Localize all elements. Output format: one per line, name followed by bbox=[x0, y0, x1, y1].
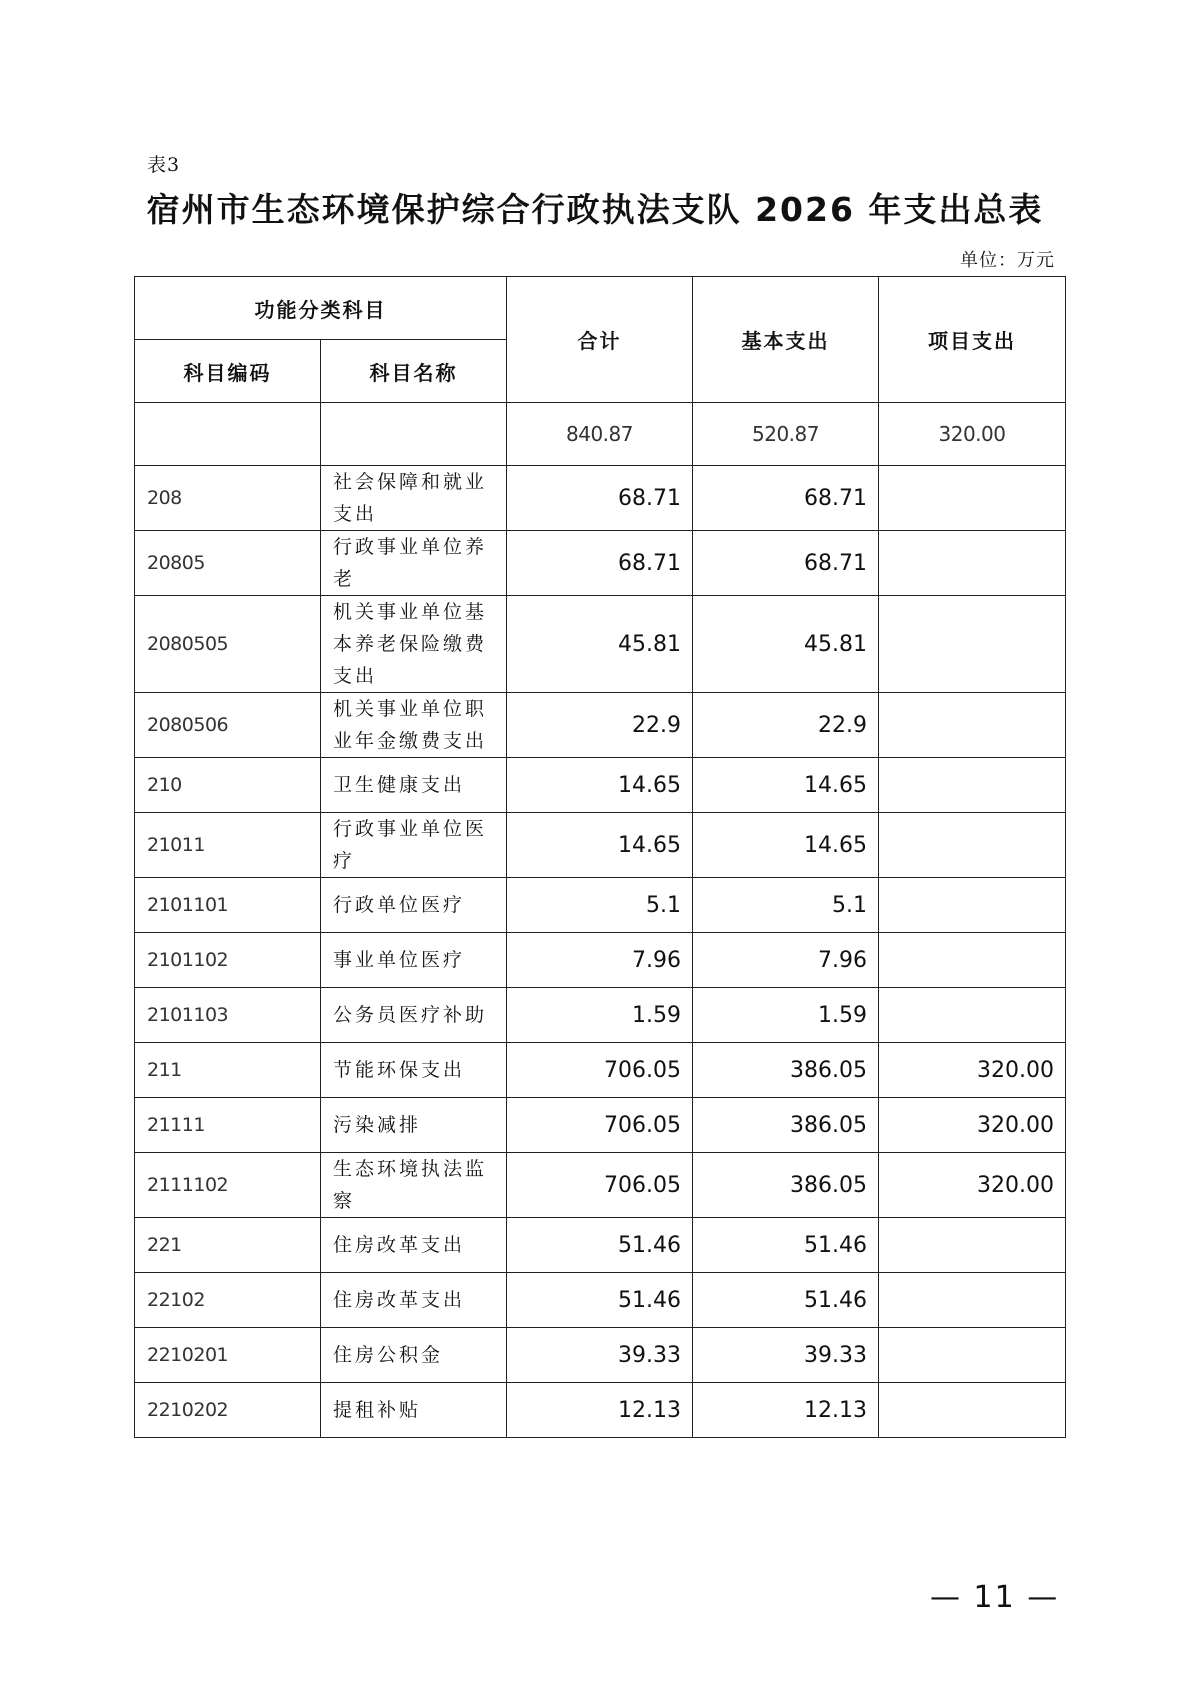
summary-row bbox=[135, 403, 1066, 466]
row-name: 住房改革支出 bbox=[321, 1273, 507, 1328]
row-basic: 386.05 bbox=[693, 1153, 879, 1218]
row-total: 51.46 bbox=[507, 1218, 693, 1273]
row-project bbox=[879, 878, 1066, 933]
page-number: — 11 — bbox=[930, 1580, 1060, 1615]
row-basic: 51.46 bbox=[693, 1273, 879, 1328]
row-total: 7.96 bbox=[507, 933, 693, 988]
row-project bbox=[879, 988, 1066, 1043]
row-code: 221 bbox=[135, 1218, 321, 1273]
row-name: 生态环境执法监察 bbox=[321, 1153, 507, 1218]
table-row bbox=[135, 933, 1066, 988]
row-code: 2080506 bbox=[135, 693, 321, 758]
row-name: 污染减排 bbox=[321, 1098, 507, 1153]
row-code: 208 bbox=[135, 466, 321, 531]
row-project bbox=[879, 1328, 1066, 1383]
row-project bbox=[879, 813, 1066, 878]
row-name: 机关事业单位职业年金缴费支出 bbox=[321, 693, 507, 758]
row-code: 2210202 bbox=[135, 1383, 321, 1438]
summary-name bbox=[321, 403, 507, 466]
row-name: 卫生健康支出 bbox=[321, 758, 507, 813]
row-total: 5.1 bbox=[507, 878, 693, 933]
row-code: 20805 bbox=[135, 531, 321, 596]
header-category: 功能分类科目 bbox=[135, 277, 507, 340]
row-total: 706.05 bbox=[507, 1043, 693, 1098]
row-total: 68.71 bbox=[507, 531, 693, 596]
table-row bbox=[135, 1043, 1066, 1098]
header-code: 科目编码 bbox=[135, 340, 321, 403]
header-basic: 基本支出 bbox=[693, 277, 879, 403]
row-project: 320.00 bbox=[879, 1153, 1066, 1218]
row-code: 210 bbox=[135, 758, 321, 813]
row-project: 320.00 bbox=[879, 1043, 1066, 1098]
row-project bbox=[879, 758, 1066, 813]
row-project bbox=[879, 531, 1066, 596]
row-name: 事业单位医疗 bbox=[321, 933, 507, 988]
table-row bbox=[135, 1328, 1066, 1383]
row-total: 1.59 bbox=[507, 988, 693, 1043]
row-total: 14.65 bbox=[507, 758, 693, 813]
row-total: 706.05 bbox=[507, 1153, 693, 1218]
row-total: 68.71 bbox=[507, 466, 693, 531]
table-row bbox=[135, 988, 1066, 1043]
row-project bbox=[879, 933, 1066, 988]
row-code: 2210201 bbox=[135, 1328, 321, 1383]
row-project bbox=[879, 1218, 1066, 1273]
row-name: 提租补贴 bbox=[321, 1383, 507, 1438]
row-code: 2101102 bbox=[135, 933, 321, 988]
row-name: 行政事业单位养老 bbox=[321, 531, 507, 596]
row-name: 住房改革支出 bbox=[321, 1218, 507, 1273]
row-name: 公务员医疗补助 bbox=[321, 988, 507, 1043]
row-name: 社会保障和就业支出 bbox=[321, 466, 507, 531]
row-total: 51.46 bbox=[507, 1273, 693, 1328]
row-basic: 68.71 bbox=[693, 531, 879, 596]
table-row bbox=[135, 596, 1066, 693]
row-code: 211 bbox=[135, 1043, 321, 1098]
row-code: 21011 bbox=[135, 813, 321, 878]
row-name: 住房公积金 bbox=[321, 1328, 507, 1383]
table-row bbox=[135, 758, 1066, 813]
row-name: 行政单位医疗 bbox=[321, 878, 507, 933]
row-code: 21111 bbox=[135, 1098, 321, 1153]
row-basic: 386.05 bbox=[693, 1098, 879, 1153]
unit-label: 单位：万元 bbox=[960, 250, 1055, 271]
row-basic: 7.96 bbox=[693, 933, 879, 988]
table-row bbox=[135, 1098, 1066, 1153]
header-name: 科目名称 bbox=[321, 340, 507, 403]
row-basic: 39.33 bbox=[693, 1328, 879, 1383]
row-project bbox=[879, 693, 1066, 758]
table-body bbox=[135, 403, 1066, 1438]
table-row bbox=[135, 1153, 1066, 1218]
row-code: 2101103 bbox=[135, 988, 321, 1043]
row-code: 2111102 bbox=[135, 1153, 321, 1218]
page-title: 宿州市生态环境保护综合行政执法支队 2026 年支出总表 bbox=[146, 190, 1044, 229]
row-name: 节能环保支出 bbox=[321, 1043, 507, 1098]
table-row bbox=[135, 693, 1066, 758]
row-basic: 45.81 bbox=[693, 596, 879, 693]
row-total: 22.9 bbox=[507, 693, 693, 758]
row-project bbox=[879, 1383, 1066, 1438]
row-basic: 1.59 bbox=[693, 988, 879, 1043]
row-project bbox=[879, 466, 1066, 531]
row-total: 45.81 bbox=[507, 596, 693, 693]
row-total: 706.05 bbox=[507, 1098, 693, 1153]
row-basic: 51.46 bbox=[693, 1218, 879, 1273]
row-code: 22102 bbox=[135, 1273, 321, 1328]
table-row bbox=[135, 466, 1066, 531]
summary-total: 840.87 bbox=[507, 403, 693, 466]
row-project: 320.00 bbox=[879, 1098, 1066, 1153]
summary-basic: 520.87 bbox=[693, 403, 879, 466]
row-basic: 14.65 bbox=[693, 758, 879, 813]
table-row bbox=[135, 1383, 1066, 1438]
row-total: 12.13 bbox=[507, 1383, 693, 1438]
header-total: 合计 bbox=[507, 277, 693, 403]
row-name: 行政事业单位医疗 bbox=[321, 813, 507, 878]
row-total: 39.33 bbox=[507, 1328, 693, 1383]
table-row bbox=[135, 878, 1066, 933]
row-project bbox=[879, 596, 1066, 693]
row-basic: 22.9 bbox=[693, 693, 879, 758]
table-row bbox=[135, 813, 1066, 878]
summary-code bbox=[135, 403, 321, 466]
row-basic: 386.05 bbox=[693, 1043, 879, 1098]
summary-project: 320.00 bbox=[879, 403, 1066, 466]
row-basic: 68.71 bbox=[693, 466, 879, 531]
table-row bbox=[135, 1273, 1066, 1328]
table-number: 表3 bbox=[147, 154, 181, 176]
table-row bbox=[135, 1218, 1066, 1273]
row-basic: 5.1 bbox=[693, 878, 879, 933]
row-basic: 12.13 bbox=[693, 1383, 879, 1438]
row-project bbox=[879, 1273, 1066, 1328]
expenditure-table bbox=[134, 276, 1066, 1438]
row-total: 14.65 bbox=[507, 813, 693, 878]
row-code: 2101101 bbox=[135, 878, 321, 933]
row-basic: 14.65 bbox=[693, 813, 879, 878]
header-project: 项目支出 bbox=[879, 277, 1066, 403]
table-row bbox=[135, 531, 1066, 596]
row-code: 2080505 bbox=[135, 596, 321, 693]
row-name: 机关事业单位基本养老保险缴费支出 bbox=[321, 596, 507, 693]
